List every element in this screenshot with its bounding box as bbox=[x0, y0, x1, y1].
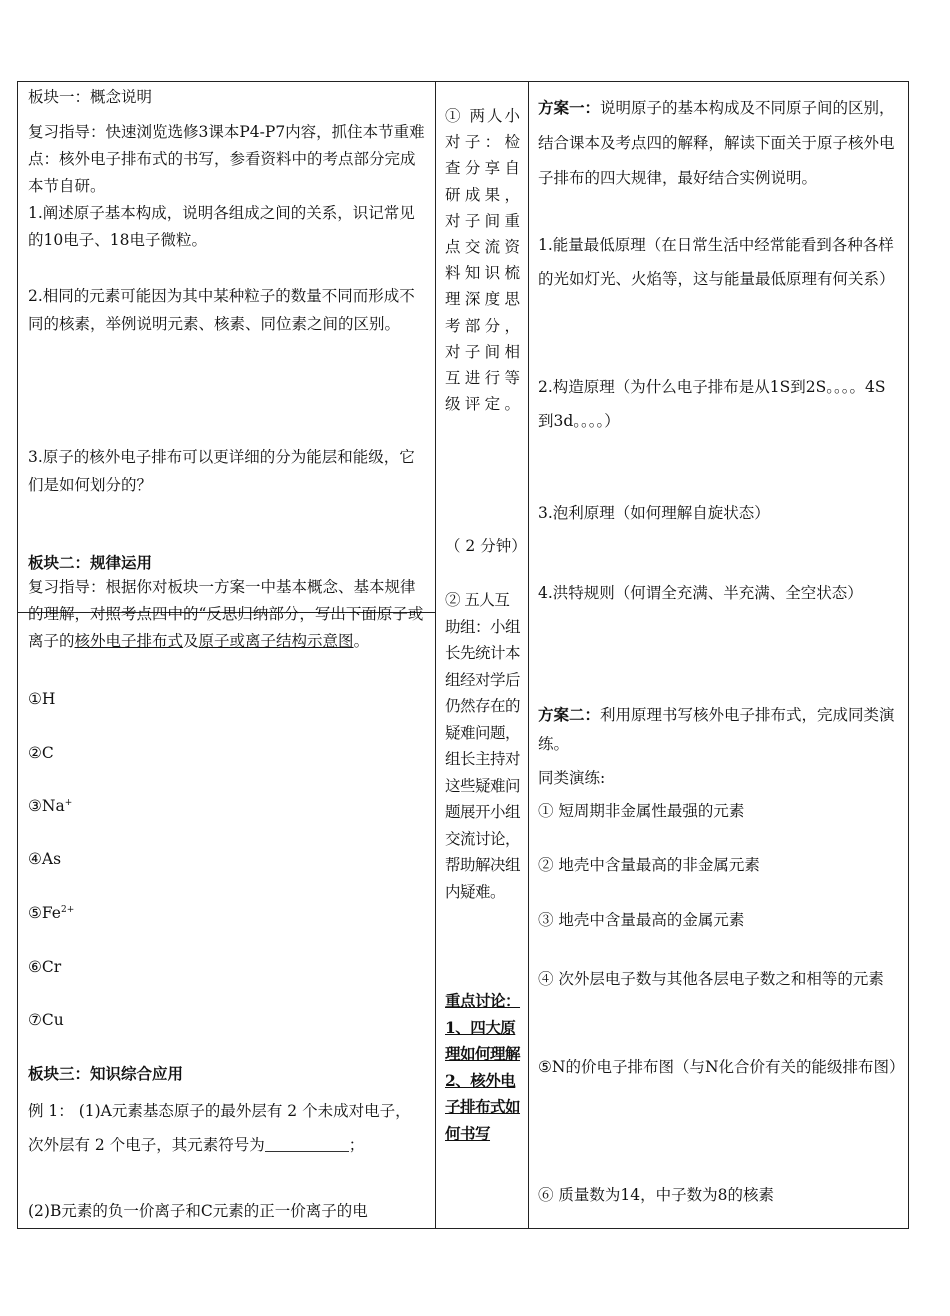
example-1-end: ； bbox=[348, 1136, 365, 1154]
section3-title: 板块三：知识综合应用 bbox=[28, 1064, 184, 1083]
left-column bbox=[18, 82, 435, 1228]
middle-column bbox=[436, 82, 528, 1228]
principle-3: 3.泡利原理（如何理解自旋状态） bbox=[538, 504, 770, 522]
practice-title: 同类演练: bbox=[538, 769, 606, 787]
item-na-charge: + bbox=[64, 798, 73, 808]
guide1-text: 复习指导：快速浏览选修3课本P4-P7内容，抓住本节重难点：核外电子排布式的书写，参看资料中的考点部分完成本节自研。 bbox=[28, 123, 425, 195]
worksheet-table bbox=[17, 81, 909, 1229]
practice-6: ⑥ 质量数为14，中子数为8的核素 bbox=[538, 1186, 775, 1204]
section1-title: 板块一：概念说明 bbox=[28, 88, 153, 106]
item-fe-text: ⑤Fe bbox=[28, 904, 61, 922]
item-na bbox=[28, 793, 72, 819]
plan1-label: 方案一： bbox=[538, 98, 601, 117]
guide2-end: 。 bbox=[353, 632, 370, 650]
item-as: ④As bbox=[28, 850, 62, 868]
focus-discussion: 重点讨论：1、四大原理如何理解2、核外电子排布式如何书写 bbox=[445, 991, 521, 1143]
practice-5: ⑤N的价电子排布图（与N化合价有关的能级排布图） bbox=[538, 1058, 905, 1076]
item-cu: ⑦Cu bbox=[28, 1011, 64, 1029]
plan2-label: 方案二： bbox=[538, 705, 601, 724]
answer-blank[interactable] bbox=[265, 1133, 335, 1152]
practice-1: ① 短周期非金属性最强的元素 bbox=[538, 802, 745, 820]
practice-3: ③ 地壳中含量最高的金属元素 bbox=[538, 911, 745, 929]
guide2-underline-1: 核外电子排布式 bbox=[74, 632, 184, 650]
example-1-text: 例 1： (1)A元素基态原子的最外层有 2 个未成对电子，次外层有 2 个电子，其元素符号为 bbox=[28, 1102, 411, 1154]
question-2: 2.相同的元素可能因为其中某种粒子的数量不同而形成不同的核素，举例说明元素、核素、同位素之间的区别。 bbox=[28, 287, 415, 333]
item-fe bbox=[28, 900, 74, 926]
item-c: ②C bbox=[28, 744, 54, 762]
example-1-part-a bbox=[28, 1094, 426, 1162]
plan2-text: 利用原理书写核外电子排布式，完成同类演练。 bbox=[538, 706, 895, 753]
question-3: 3.原子的核外电子排布可以更详细的分为能层和能级，它们是如何划分的？ bbox=[28, 448, 415, 494]
item-fe-charge: 2+ bbox=[60, 905, 75, 915]
right-column bbox=[529, 82, 910, 1228]
guide2-text-a: 复习指导：根据你对板块一方案一中基本概念、基本规律的理解，对照考点四中的“反思归纳部分，写出下面原子或离子的 bbox=[28, 578, 424, 650]
answer-blank-tail[interactable] bbox=[335, 1133, 349, 1152]
item-na-text: ③Na bbox=[28, 797, 65, 815]
principle-1: 1.能量最低原理（在日常生活中经常能看到各种各样的光如灯光、火焰等，这与能量最低原理有何关系） bbox=[538, 236, 895, 288]
practice-2: ② 地壳中含量最高的非金属元素 bbox=[538, 856, 760, 874]
guide2-and: 及 bbox=[183, 632, 199, 650]
step1-pair-check: ① 两人小对子：检查分享自研成果，对子间重点交流资料知识梳理深度思考部分，对子间相互进行等级评定。 bbox=[445, 107, 520, 414]
guide2-text bbox=[28, 574, 426, 655]
step2-group-help: ② 五人互助组：小组长先统计本组经对学后仍然存在的疑难问题，组长主持对这些疑难问题展开小组交流讨论，帮助解决组内疑难。 bbox=[445, 591, 521, 901]
example-1-part-b: (2)B元素的负一价离子和C元素的正一价离子的电 bbox=[28, 1202, 368, 1220]
item-h: ①H bbox=[28, 690, 56, 708]
item-cr: ⑥Cr bbox=[28, 958, 62, 976]
plan2-block bbox=[538, 700, 900, 759]
question-1: 1.阐述原子基本构成，说明各组成之间的关系，识记常见的10电子、18电子微粒。 bbox=[28, 204, 415, 249]
plan1-text: 说明原子的基本构成及不同原子间的区别，结合课本及考点四的解释，解读下面关于原子核外电子排布的四大规律，最好结合实例说明。 bbox=[538, 99, 895, 187]
practice-4: ④ 次外层电子数与其他各层电子数之和相等的元素 bbox=[538, 970, 884, 988]
section2-title: 板块二：规律运用 bbox=[28, 553, 153, 572]
step1-time: （ 2 分钟） bbox=[445, 537, 527, 555]
guide2-underline-2: 原子或离子结构示意图 bbox=[198, 632, 354, 650]
principle-4: 4.洪特规则（何谓全充满、半充满、全空状态） bbox=[538, 584, 863, 602]
principle-2: 2.构造原理（为什么电子排布是从1S到2S。。。。4S到3d。。。。） bbox=[538, 378, 886, 430]
plan1-block bbox=[538, 90, 900, 196]
